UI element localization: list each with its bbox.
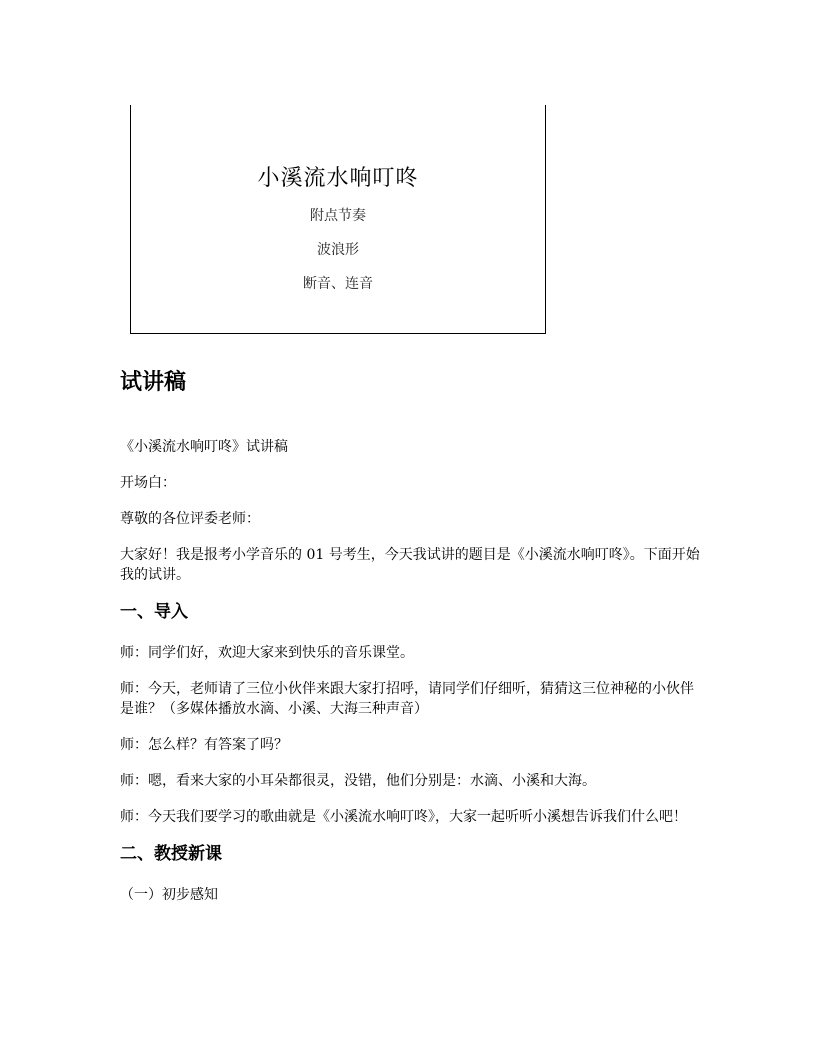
doc-subtitle: 《小溪流水响叮咚》试讲稿 — [120, 439, 288, 455]
opening-label: 开场白： — [120, 475, 176, 491]
subsection-heading: （一）初步感知 — [120, 887, 218, 903]
paragraph: 师：今天，老师请了三位小伙伴来跟大家打招呼，请同学们仔细听，猜猜这三位神秘的小伙伴是谁？（多媒体播放水滴、小溪、大海三种声音） — [120, 681, 694, 717]
paragraph: 师：今天我们要学习的歌曲就是《小溪流水响叮咚》，大家一起听听小溪想告诉我们什么吧！ — [120, 809, 687, 825]
doc-heading: 试讲稿 — [120, 370, 187, 395]
greeting: 尊敬的各位评委老师： — [120, 511, 260, 527]
self-introduction: 大家好！我是报考小学音乐的 01 号考生，今天我试讲的题目是《小溪流水响叮咚》。下面开始我的试讲。 — [120, 547, 700, 583]
paragraph: 师：怎么样？有答案了吗？ — [120, 737, 288, 753]
board-point-rhythm: 附点节奏 — [310, 208, 366, 224]
paragraph: 师：同学们好，欢迎大家来到快乐的音乐课堂。 — [120, 645, 414, 661]
section-heading-intro: 一、导入 — [120, 602, 188, 622]
paragraph: 师：嗯，看来大家的小耳朵都很灵，没错，他们分别是：水滴、小溪和大海。 — [120, 773, 596, 789]
section-heading-new-lesson: 二、教授新课 — [120, 844, 222, 864]
document-body — [120, 365, 700, 921]
blackboard-design — [130, 105, 546, 334]
board-point-wave: 波浪形 — [317, 242, 359, 258]
board-point-articulation: 断音、连音 — [303, 276, 373, 292]
board-title: 小溪流水响叮咚 — [257, 166, 419, 191]
